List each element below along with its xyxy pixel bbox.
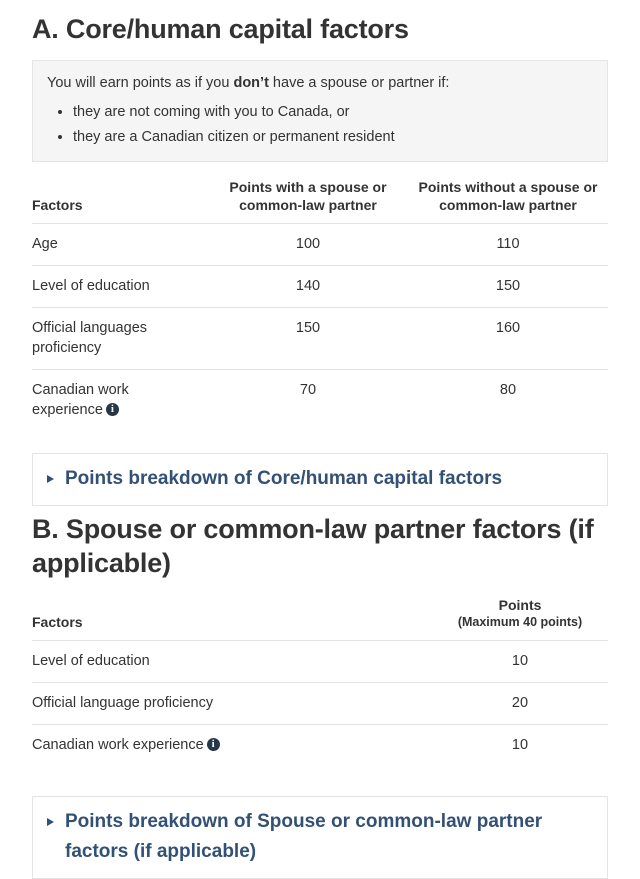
column-header-points-maximum: (Maximum 40 points) <box>457 615 583 629</box>
callout-intro-prefix: You will earn points as if you <box>47 75 234 91</box>
points-with-spouse: 70 <box>299 382 317 398</box>
disclosure-label: Points breakdown of Core/human capital factors <box>65 468 503 489</box>
callout-intro-emphasis: don’t <box>233 75 269 91</box>
info-icon[interactable] <box>207 738 220 751</box>
core-human-capital-factors-table <box>32 178 608 431</box>
triangle-right-icon <box>47 475 54 483</box>
factor-name: Level of education <box>32 278 150 294</box>
spouse-partner-factors-table <box>32 596 608 766</box>
column-header-points-without-spouse: Points without a spouse or common-law partner <box>418 179 598 213</box>
points-without-spouse: 110 <box>496 236 520 252</box>
disclosure-spouse-partner-breakdown[interactable] <box>32 796 608 879</box>
points-value: 10 <box>511 653 529 669</box>
factor-name: Official language proficiency <box>32 695 214 711</box>
points-value: 10 <box>511 737 529 753</box>
callout-intro-suffix: have a spouse or partner if: <box>268 75 450 91</box>
info-icon[interactable] <box>106 403 119 416</box>
table-header-row <box>32 596 608 641</box>
points-without-spouse: 80 <box>499 382 517 398</box>
list-item: • they are a Canadian citizen or permanent resident <box>73 127 593 147</box>
table-row <box>32 683 608 725</box>
column-header-factors: Factors <box>32 197 83 213</box>
table-row <box>32 725 608 767</box>
factor-name-with-info <box>32 725 432 767</box>
section-b-heading: B. Spouse or common-law partner factors (if applicable) <box>32 514 594 578</box>
column-header-factors: Factors <box>32 614 83 630</box>
disclosure-label: Points breakdown of Spouse or common-law partner factors (if applicable) <box>65 811 543 862</box>
callout-bullet-list <box>47 102 593 147</box>
spouse-exception-callout <box>32 60 608 162</box>
factor-name: Age <box>32 236 58 252</box>
table-row <box>32 308 608 370</box>
points-with-spouse: 140 <box>295 278 321 294</box>
disclosure-core-human-capital-breakdown[interactable] <box>32 453 608 506</box>
table-row <box>32 370 608 432</box>
factor-name-with-info <box>32 370 208 432</box>
table-row <box>32 224 608 266</box>
factor-name: Canadian work experience <box>32 737 204 753</box>
column-header-points <box>432 596 608 641</box>
list-item: • they are not coming with you to Canada, or <box>73 102 593 122</box>
points-without-spouse: 160 <box>495 320 521 336</box>
column-header-points-main: Points <box>498 597 542 613</box>
factor-name: Official languages proficiency <box>32 320 148 356</box>
table-row <box>32 641 608 683</box>
points-with-spouse: 100 <box>295 236 321 252</box>
points-without-spouse: 150 <box>495 278 521 294</box>
table-header-row <box>32 178 608 224</box>
factor-name: Canadian work experience <box>32 382 129 418</box>
factor-name: Level of education <box>32 653 150 669</box>
table-row <box>32 266 608 308</box>
points-value: 20 <box>511 695 529 711</box>
triangle-right-icon <box>47 818 54 826</box>
section-a-heading: A. Core/human capital factors <box>32 14 409 44</box>
column-header-points-with-spouse: Points with a spouse or common-law partner <box>229 179 387 213</box>
disclosure-summary[interactable] <box>45 464 593 494</box>
callout-intro-text <box>47 73 593 93</box>
points-with-spouse: 150 <box>295 320 321 336</box>
disclosure-summary[interactable] <box>45 807 593 867</box>
